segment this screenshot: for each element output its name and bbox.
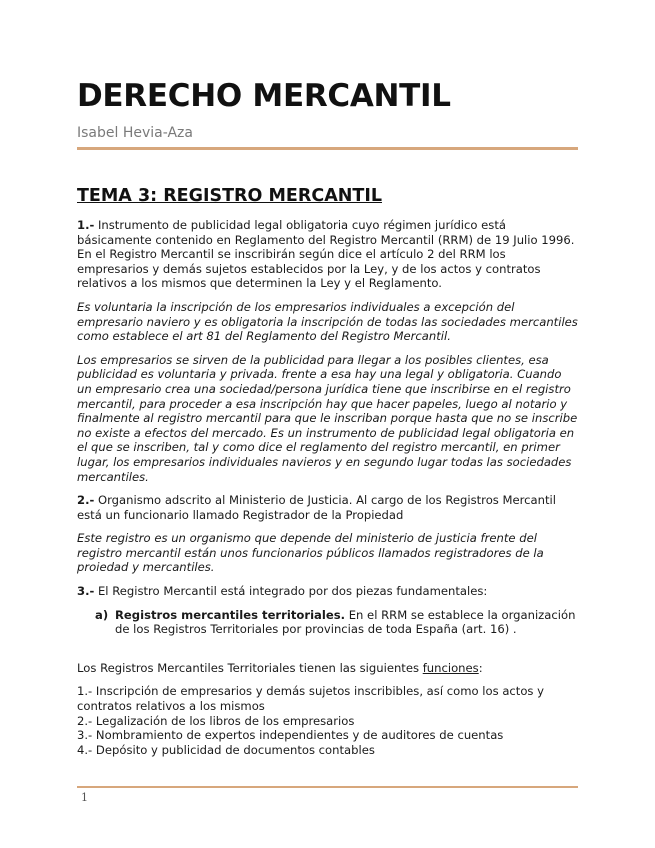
list-item-heading: Registros mercantiles territoriales. [115,607,346,622]
document-title: DERECHO MERCANTIL [77,78,451,114]
functions-intro-text: Los Registros Mercantiles Territoriales tienen las siguientes [77,660,423,675]
function-item: 1.- Inscripción de empresarios y demás sujetos inscribibles, así como los actos y contratos relativos a los mismos [77,684,545,714]
note-paragraph: Es voluntaria la inscripción de los empresarios individuales a excepción del empresario naviero y es obligatoria la inscripción de todas las sociedades mercantiles como establece el art 81 del Reglamento del Registro Mercantil. [77,299,578,344]
function-item: 4.- Depósito y publicidad de documentos contables [77,742,375,757]
list-item-body: En el RRM se establece la organización de los Registros Territoriales por provincias de toda España (art. 16) . [115,607,576,637]
page-number: 1 [81,791,88,804]
note-paragraph: Este registro es un organismo que depende del ministerio de justicia frente del registro mercantil están unos funcionarios públicos llamados registradores de la proiedad y mercantiles. [77,531,544,575]
paragraph-1 [77,218,578,291]
paragraph-number: 2.- [77,493,95,508]
functions-intro-colon: : [478,660,483,675]
functions-underlined: funciones [422,660,479,675]
paragraph-2 [77,493,578,522]
paragraph-number: 3.- [77,584,95,599]
function-item: 3.- Nombramiento de expertos independientes y de auditores de cuentas [77,728,504,743]
function-item: 2.- Legalización de los libros de los empresarios [77,713,355,728]
note-paragraph: Los empresarios se sirven de la publicidad para llegar a los posibles clientes, esa publicidad es voluntaria y privada. frente a esa hay una legal y obligatoria. Cuando un empresario crea una sociedad/persona jurídica tiene que inscribirse en el registro mercantil, para proceder a esa inscripción hay que hacer papeles, luego al notario y finalmente al registro mercantil para que le inscriban porque hasta que no se inscribe no existe a efectos del mercado. Es un instrumento de publicidad legal obligatoria en el que se inscriben, tal y como dice el reglamento del registro mercantil, en primer lugar, los empresarios individuales navieros y en segundo lugar todas las sociedades mercantiles. [77,352,578,484]
list-marker: a) [95,607,109,622]
section-title: TEMA 3: REGISTRO MERCANTIL [77,186,382,206]
paragraph-text: Instrumento de publicidad legal obligatoria cuyo régimen jurídico está básicamente contenido en Reglamento del Registro Mercantil (RRM) de 19 Julio 1996. En el Registro Mercantil se inscribirán según dice el artículo 2 del RRM los empresarios y demás sujetos establecidos por la Ley, y de los actos y contratos relativos a los mismos que determinen la Ley y el Reglamento. [77,218,575,291]
functions-intro [77,661,578,676]
document-body [77,218,578,757]
footer-divider [77,786,578,788]
author-name: Isabel Hevia-Aza [77,125,193,141]
paragraph-3 [77,584,578,599]
list-item-text [115,608,578,637]
paragraph-text: Organismo adscrito al Ministerio de Justicia. Al cargo de los Registros Mercantil está un funcionario llamado Registrador de la Propiedad [77,493,556,522]
list-item [95,608,578,637]
header-divider [77,147,578,150]
functions-list [77,684,578,757]
paragraph-text: El Registro Mercantil está integrado por dos piezas fundamentales: [94,584,488,599]
paragraph-number: 1.- [77,218,95,232]
